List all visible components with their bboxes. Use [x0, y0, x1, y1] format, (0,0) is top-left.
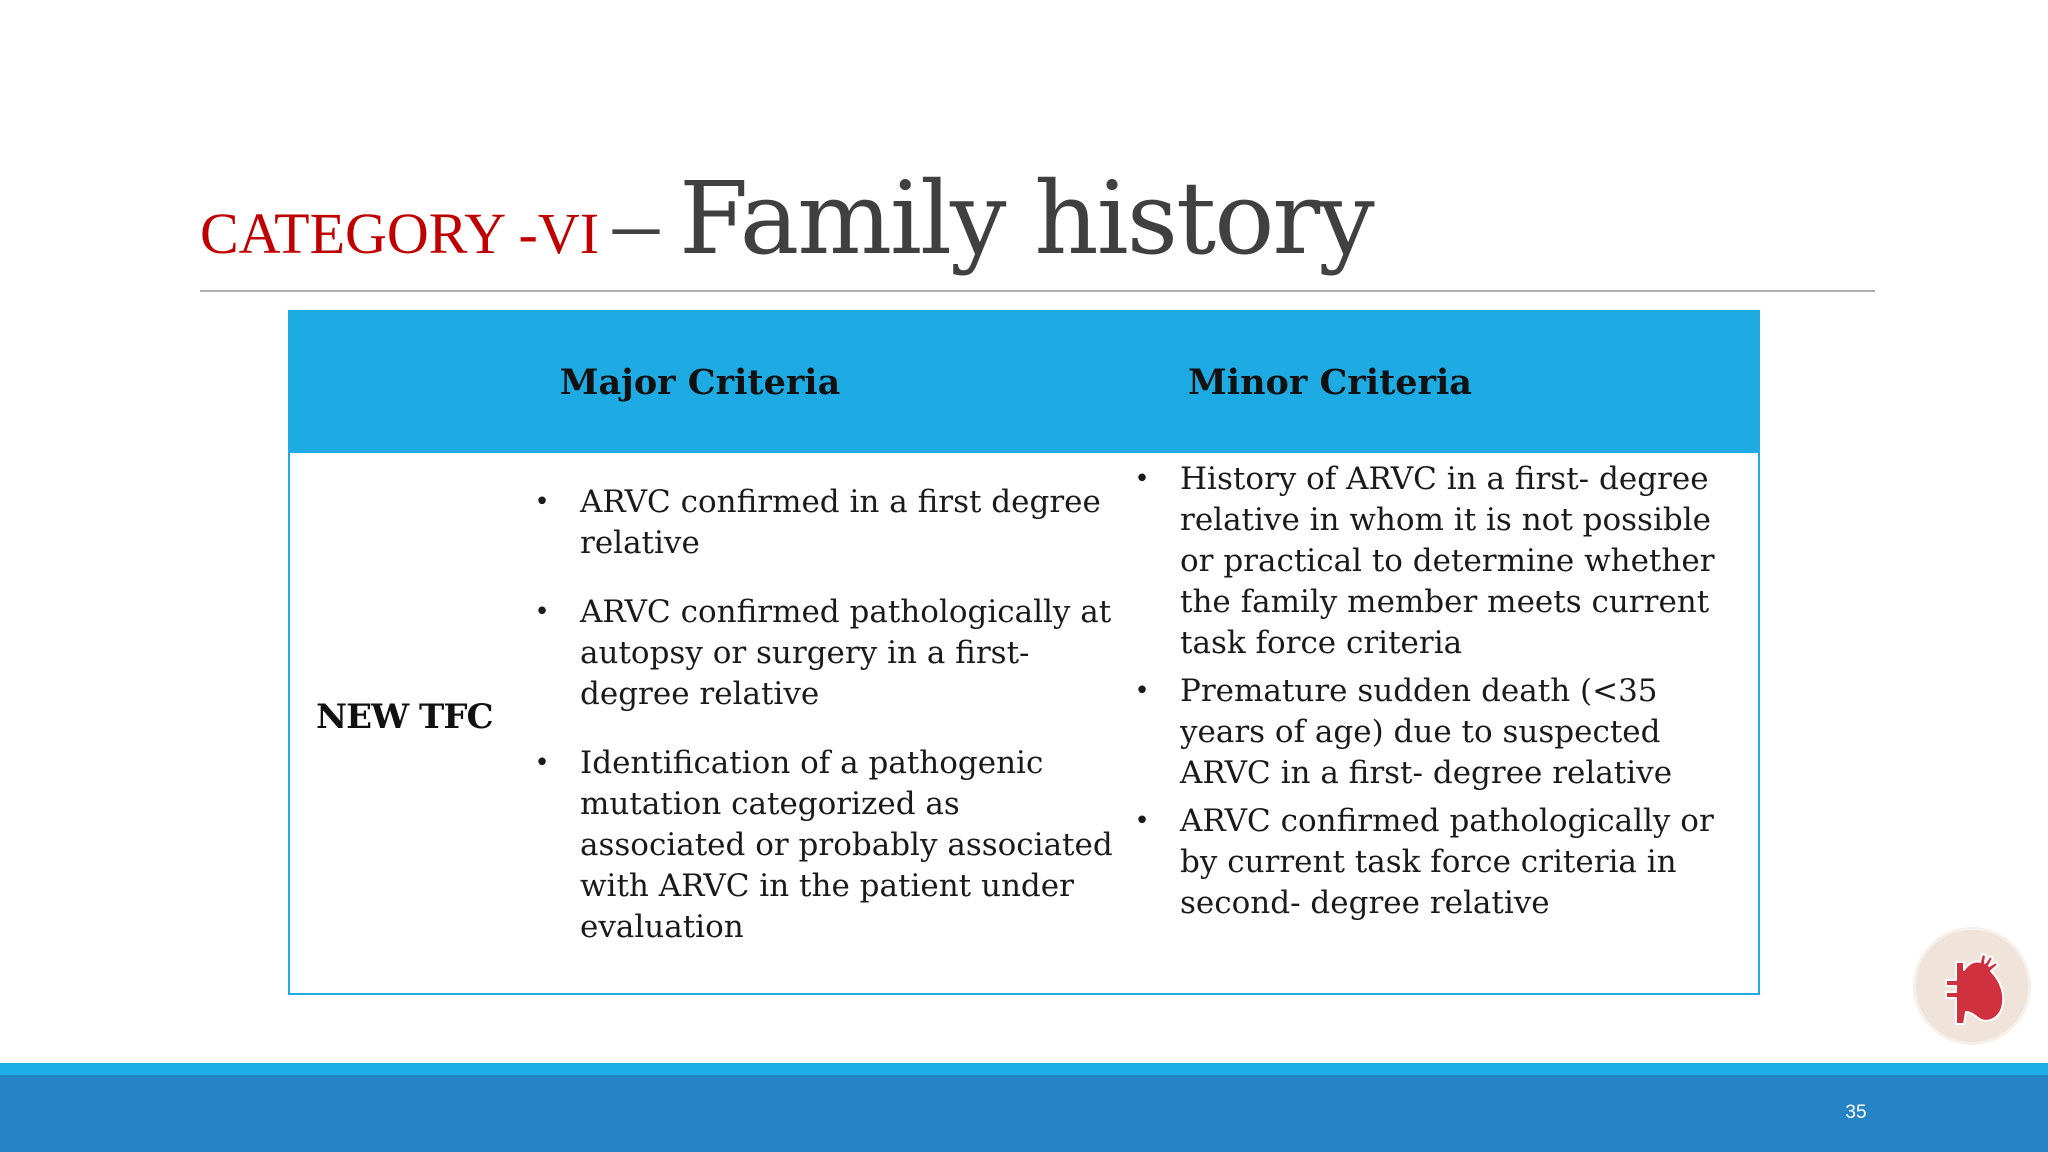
major-criterion-2: ARVC confirmed pathologically at autopsy or surgery in a first-degree relative: [580, 594, 1112, 712]
list-item: [1132, 671, 1722, 794]
heart-badge: [1913, 927, 2031, 1045]
row-label: NEW TFC: [316, 697, 493, 737]
bullet-icon: •: [534, 748, 550, 778]
table-header: [290, 312, 1758, 453]
header-major-criteria: Major Criteria: [559, 362, 841, 403]
list-item: [532, 592, 1122, 715]
header-minor-criteria: Minor Criteria: [1188, 362, 1472, 403]
list-item: [1132, 801, 1722, 924]
major-criterion-3: Identification of a pathogenic mutation categorized as associated or probably associated with ARVC in the patient under evaluation: [580, 745, 1113, 945]
list-item: [532, 482, 1122, 564]
minor-criterion-3: ARVC confirmed pathologically or by current task force criteria in second- degree relative: [1180, 803, 1714, 921]
bullet-icon: •: [1134, 806, 1150, 836]
criteria-table: [288, 310, 1760, 995]
bullet-icon: •: [534, 597, 550, 627]
list-item: [1132, 459, 1722, 664]
title-divider: [200, 290, 1875, 292]
title-main: Family history: [679, 160, 1373, 277]
major-criterion-1: ARVC confirmed in a first degree relative: [580, 484, 1101, 561]
page-number: 35: [1845, 1102, 1867, 1123]
title-separator: –: [613, 171, 660, 273]
bullet-icon: •: [1134, 676, 1150, 706]
major-criteria-list: [532, 482, 1122, 976]
heart-icon: [1938, 948, 2010, 1028]
list-item: [532, 743, 1122, 948]
minor-criteria-list: [1132, 459, 1722, 931]
bullet-icon: •: [534, 487, 550, 517]
title-category: CATEGORY -VI: [200, 201, 600, 266]
footer-bar: [0, 1075, 2048, 1152]
footer-accent-bar: [0, 1063, 2048, 1075]
bullet-icon: •: [1134, 464, 1150, 494]
minor-criterion-2: Premature sudden death (<35 years of age) due to suspected ARVC in a first- degree relative: [1180, 673, 1673, 791]
slide-title: [200, 160, 1373, 280]
minor-criterion-1: History of ARVC in a first- degree relative in whom it is not possible or practical to determine whether the family member meets current task force criteria: [1180, 461, 1715, 661]
